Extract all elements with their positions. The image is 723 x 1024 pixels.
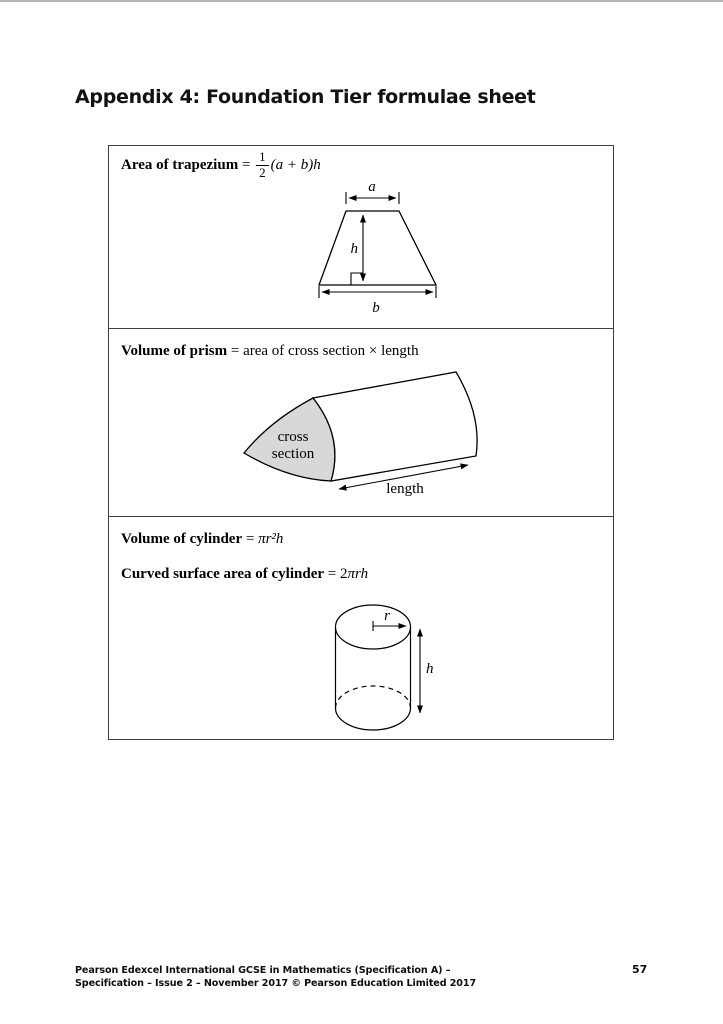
trapezium-expression: (a + b)h [270, 156, 321, 173]
prism-formula-rest: = area of cross section × length [230, 343, 419, 359]
cylinder-surface-label: Curved surface area of cylinder [121, 566, 325, 582]
cylinder-diagram [109, 517, 612, 738]
footer [75, 964, 476, 990]
prism-diagram [109, 329, 612, 516]
trapezium-label: Area of trapezium [121, 156, 239, 173]
trapezium-a-label: a [368, 179, 376, 195]
page-number: 57 [632, 963, 648, 976]
cylinder-volume-equals: = [245, 531, 255, 547]
trapezium-equals: = [241, 156, 251, 173]
trapezium-diagram [109, 146, 612, 328]
cylinder-r-label: r [384, 608, 390, 624]
prism-length-label: length [386, 481, 424, 497]
trapezium-b-label: b [372, 300, 380, 316]
trapezium-h-label: h [350, 241, 358, 257]
cylinder-surface-expression: πrh [347, 566, 369, 582]
cylinder-h-label: h [426, 661, 434, 677]
page-title: Appendix 4: Foundation Tier formulae sheet [75, 86, 536, 108]
cylinder-surface-equals: = 2 [327, 566, 348, 582]
prism-row [109, 329, 613, 517]
formulae-table [108, 145, 614, 740]
cylinder-row [109, 517, 613, 739]
footer-line2: Specification – Issue 2 – November 2017 © Pearson Education Limited 2017 [75, 978, 477, 989]
prism-cross-label-line2: section [271, 446, 315, 462]
fraction-numerator: 1 [256, 150, 269, 166]
fraction-denominator: 2 [259, 164, 266, 180]
footer-line1: Pearson Edexcel International GCSE in Mathematics (Specification A) – [75, 965, 451, 976]
prism-cross-label-line1: cross [277, 429, 309, 445]
trapezium-row [109, 146, 613, 329]
prism-label: Volume of prism [121, 343, 228, 359]
cylinder-volume-expression: πr²h [258, 531, 284, 547]
cylinder-volume-label: Volume of cylinder [121, 531, 243, 547]
